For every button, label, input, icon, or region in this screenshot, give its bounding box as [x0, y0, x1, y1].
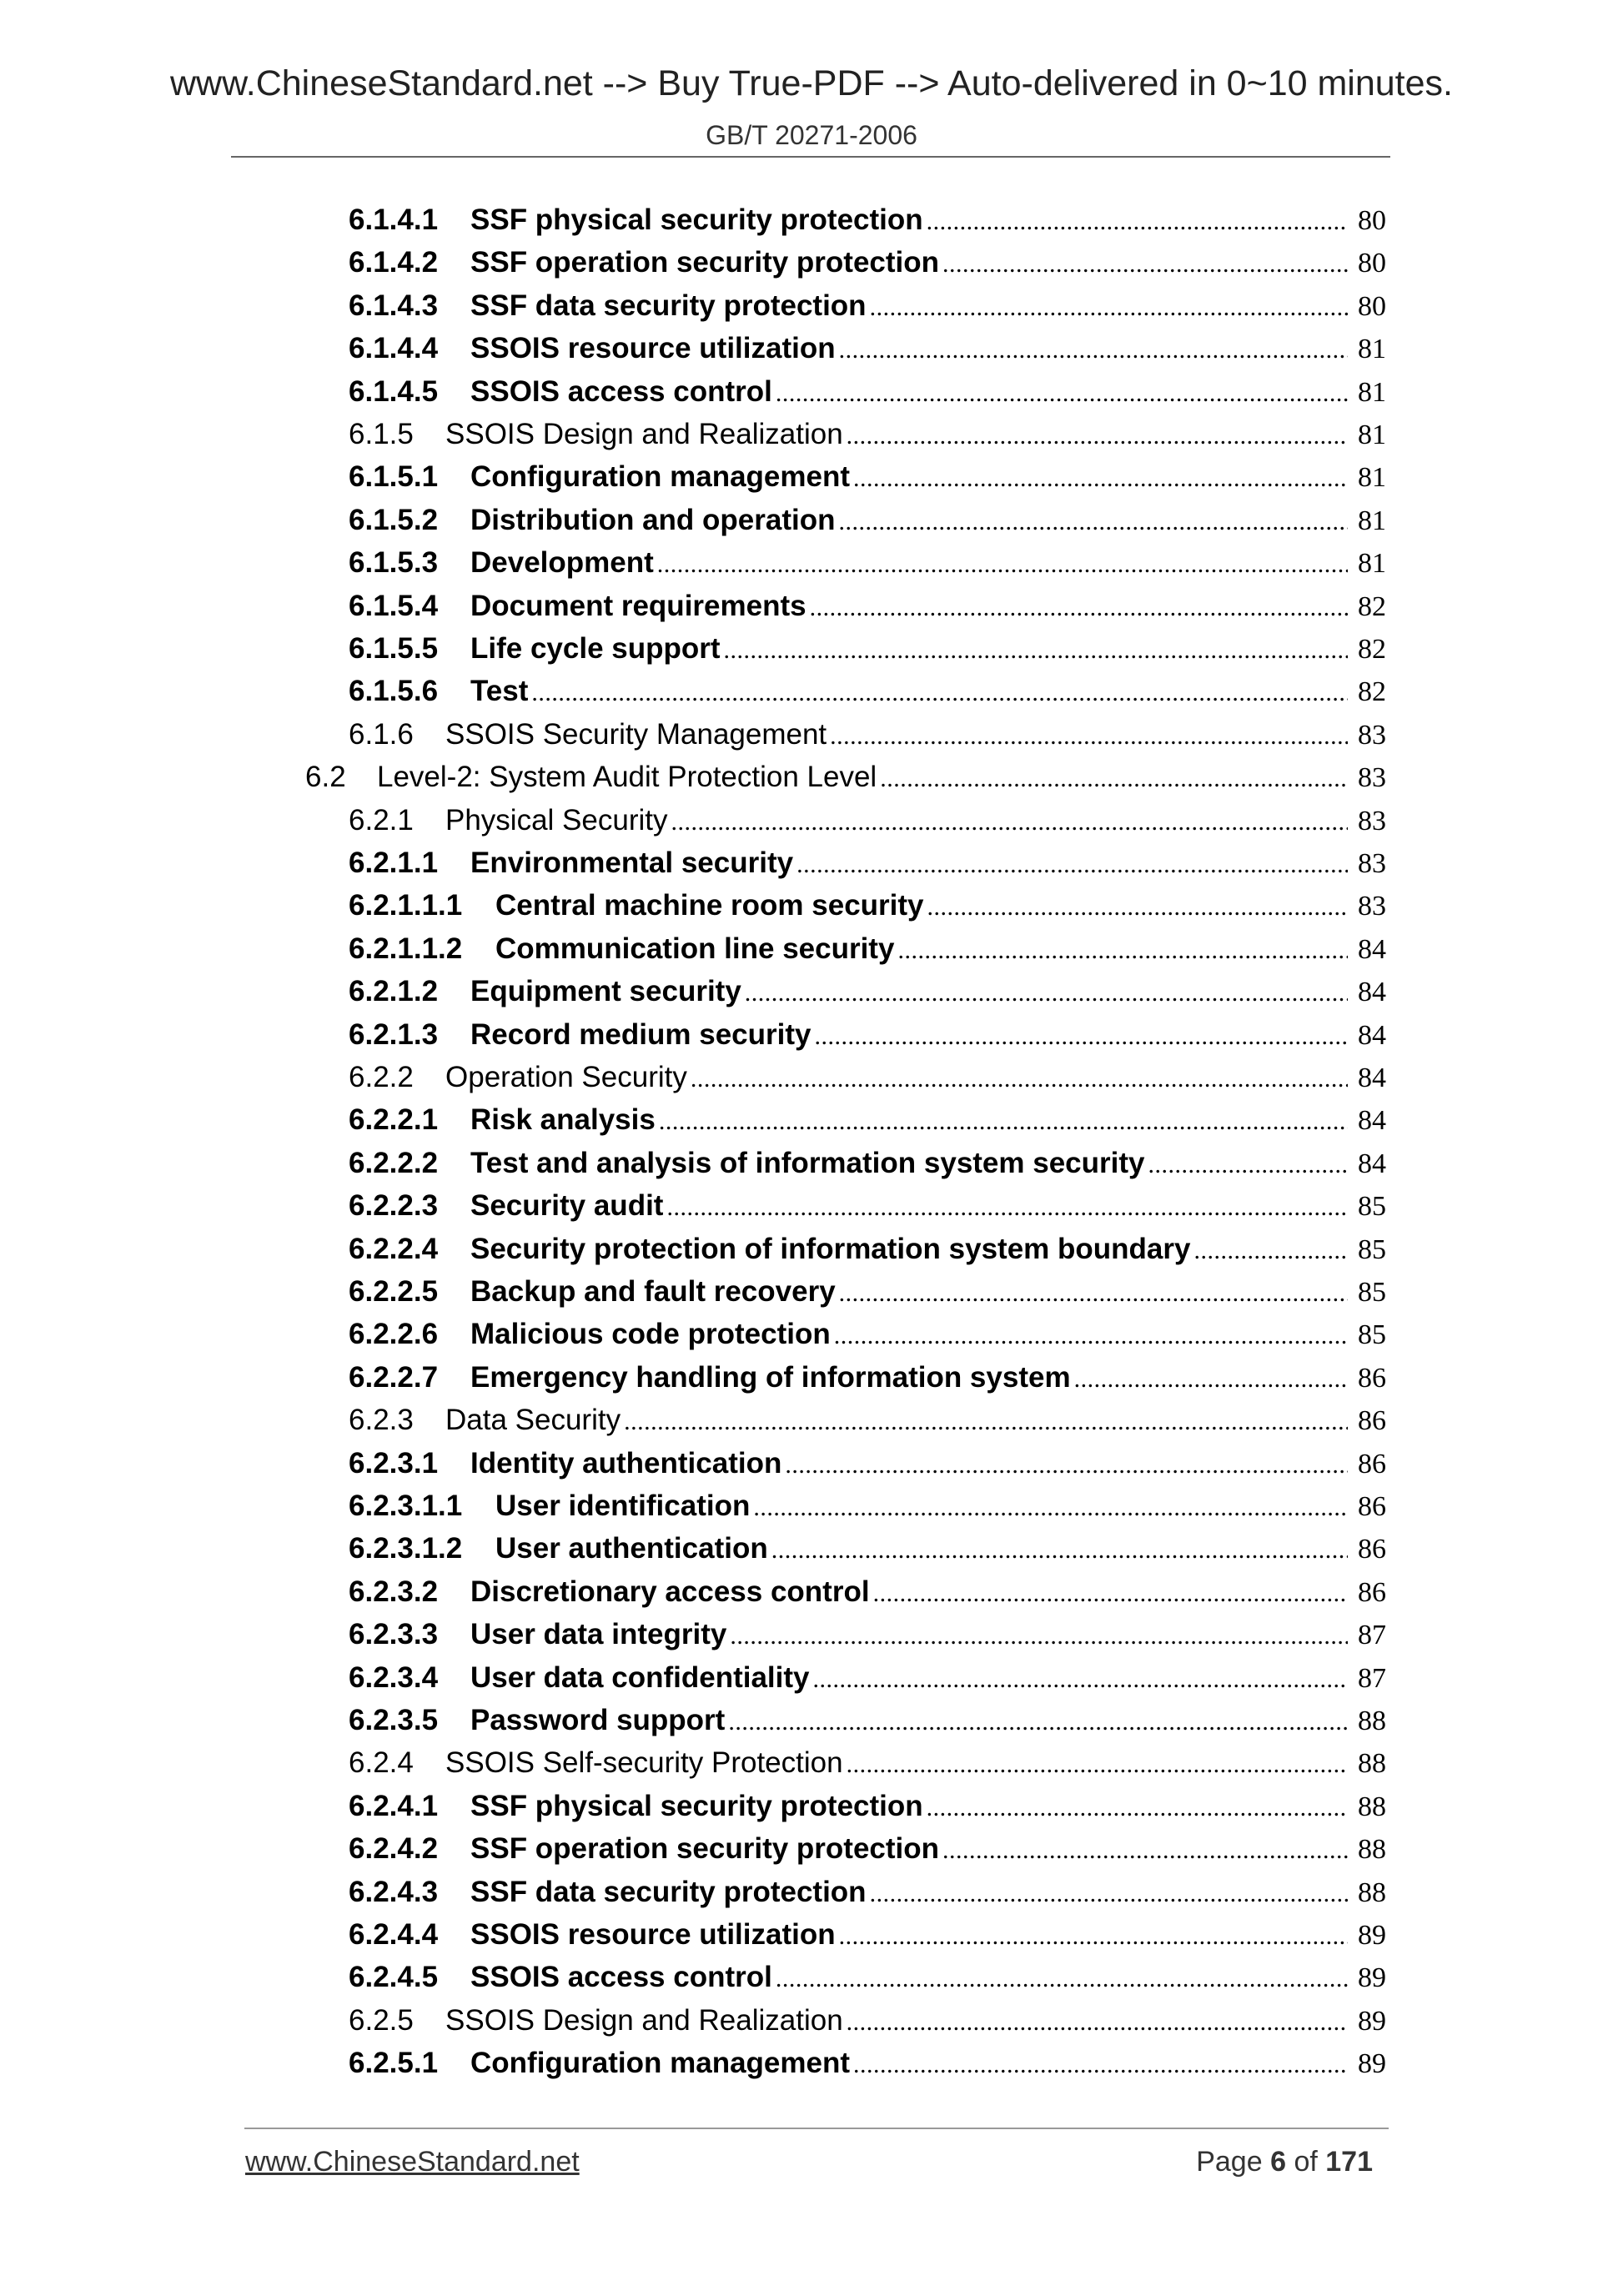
toc-entry-title: Communication line security	[495, 932, 895, 965]
toc-entry-page: 85	[1358, 1191, 1386, 1222]
toc-entry[interactable]	[349, 1485, 1386, 1527]
toc-dot-leader	[870, 1872, 1348, 1915]
toc-entry[interactable]	[349, 284, 1386, 327]
toc-entry-page: 82	[1358, 591, 1386, 622]
toc-entry-page: 83	[1358, 891, 1386, 922]
total-pages-number: 171	[1325, 2146, 1373, 2178]
toc-entry[interactable]	[349, 842, 1386, 884]
toc-dot-leader	[691, 1058, 1348, 1100]
toc-entry[interactable]	[349, 1056, 1386, 1098]
toc-entry-title: User data integrity	[470, 1618, 727, 1650]
toc-entry-number: 6.1.5.5	[349, 632, 439, 665]
toc-entry-number: 6.1.5	[349, 418, 414, 450]
toc-dot-leader	[897, 929, 1348, 972]
toc-entry[interactable]	[349, 1699, 1386, 1741]
toc-entry[interactable]	[349, 585, 1386, 627]
toc-entry-page: 88	[1358, 1834, 1386, 1865]
toc-entry-title: Level-2: System Audit Protection Level	[377, 761, 877, 793]
toc-entry-number: 6.2.1.1.2	[349, 932, 463, 965]
toc-dot-leader	[657, 543, 1348, 585]
toc-dot-leader	[847, 1743, 1348, 1786]
toc-entry-title: SSOIS Security Management	[445, 718, 827, 751]
toc-entry-number: 6.2.2.6	[349, 1318, 439, 1350]
toc-entry-title: SSF physical security protection	[470, 1790, 923, 1822]
toc-entry-title: SSOIS Design and Realization	[445, 418, 843, 450]
toc-entry-page: 81	[1358, 334, 1386, 364]
toc-entry-title: Security protection of information system boundary	[470, 1233, 1191, 1265]
current-page-number: 6	[1270, 2146, 1286, 2178]
toc-dot-leader	[927, 1786, 1348, 1829]
toc-entry-number: 6.1.5.3	[349, 546, 439, 579]
toc-entry-title: SSOIS Design and Realization	[445, 2004, 843, 2037]
toc-entry-page: 86	[1358, 1491, 1386, 1522]
toc-entry-number: 6.2.4.3	[349, 1876, 439, 1908]
toc-entry[interactable]	[349, 1142, 1386, 1184]
toc-entry-page: 86	[1358, 1449, 1386, 1480]
header-divider	[231, 156, 1390, 158]
toc-entry-page: 82	[1358, 676, 1386, 707]
toc-dot-leader	[624, 1400, 1348, 1443]
toc-entry[interactable]	[349, 1613, 1386, 1655]
toc-entry-page: 88	[1358, 1706, 1386, 1736]
toc-entry-page: 89	[1358, 1962, 1386, 1993]
toc-entry-number: 6.2.3.1	[349, 1447, 439, 1480]
toc-entry-number: 6.2.2.1	[349, 1103, 439, 1136]
toc-entry[interactable]	[349, 627, 1386, 670]
toc-entry-number: 6.1.4.4	[349, 332, 439, 364]
toc-entry[interactable]	[349, 1913, 1386, 1956]
toc-entry-page: 83	[1358, 720, 1386, 751]
toc-entry[interactable]	[349, 1656, 1386, 1699]
toc-entry[interactable]	[349, 1228, 1386, 1270]
toc-entry-number: 6.1.5.6	[349, 675, 439, 707]
toc-dot-leader	[847, 2001, 1348, 2043]
toc-entry-page: 84	[1358, 934, 1386, 965]
toc-entry-number: 6.2.3	[349, 1404, 414, 1436]
toc-entry-page: 89	[1358, 2006, 1386, 2037]
toc-entry-page: 86	[1358, 1534, 1386, 1565]
toc-dot-leader	[839, 1272, 1348, 1314]
toc-entry[interactable]	[349, 1827, 1386, 1870]
toc-entry-page: 88	[1358, 1748, 1386, 1779]
toc-entry-number: 6.2.2.2	[349, 1147, 439, 1179]
toc-entry[interactable]	[349, 1313, 1386, 1355]
toc-entry-page: 80	[1358, 205, 1386, 236]
page-of-label: of	[1294, 2146, 1318, 2178]
toc-entry[interactable]	[349, 670, 1386, 712]
toc-entry-number: 6.2.5.1	[349, 2047, 439, 2079]
toc-dot-leader	[830, 715, 1348, 757]
toc-entry[interactable]	[349, 1013, 1386, 1056]
toc-entry-number: 6.1.5.2	[349, 504, 439, 536]
toc-entry-number: 6.2.4.2	[349, 1832, 439, 1865]
toc-entry-title: Configuration management	[470, 460, 851, 493]
toc-entry-title: SSF physical security protection	[470, 203, 923, 236]
toc-entry-title: SSOIS Self-security Protection	[445, 1746, 843, 1779]
toc-entry-title: SSOIS resource utilization	[470, 1918, 836, 1951]
toc-entry-page: 83	[1358, 806, 1386, 837]
toc-entry-title: Test and analysis of information system security	[470, 1147, 1145, 1179]
toc-entry-title: Data Security	[445, 1404, 621, 1436]
toc-entry-number: 6.2.3.5	[349, 1704, 439, 1736]
toc-dot-leader	[666, 1186, 1348, 1228]
toc-entry-number: 6.2.3.3	[349, 1618, 439, 1650]
toc-entry-title: Distribution and operation	[470, 504, 836, 536]
page-indicator	[1196, 2146, 1373, 2178]
toc-dot-leader	[814, 1015, 1348, 1058]
standard-number: GB/T 20271-2006	[706, 120, 917, 150]
toc-dot-leader	[853, 2043, 1348, 2086]
toc-entry-number: 6.2.1.1.1	[349, 889, 463, 922]
toc-entry[interactable]	[349, 499, 1386, 541]
toc-entry-title: Test	[470, 675, 529, 707]
toc-entry-number: 6.2.1.3	[349, 1018, 439, 1051]
toc-dot-leader	[745, 972, 1348, 1014]
toc-entry-number: 6.2.2.7	[349, 1361, 439, 1394]
toc-entry-page: 87	[1358, 1663, 1386, 1694]
toc-dot-leader	[873, 1572, 1348, 1615]
toc-entry-title: Life cycle support	[470, 632, 721, 665]
toc-entry-title: Malicious code protection	[470, 1318, 831, 1350]
toc-dot-leader	[847, 414, 1348, 457]
toc-entry-page: 85	[1358, 1234, 1386, 1265]
toc-entry-page: 81	[1358, 462, 1386, 493]
toc-entry-page: 89	[1358, 1920, 1386, 1951]
toc-dot-leader	[942, 243, 1348, 285]
toc-entry-number: 6.2.4.1	[349, 1790, 439, 1822]
toc-entry-title: Physical Security	[445, 804, 668, 837]
toc-entry[interactable]	[349, 1442, 1386, 1485]
toc-entry-number: 6.2.3.4	[349, 1661, 439, 1694]
toc-entry-title: Security audit	[470, 1189, 664, 1222]
toc-entry[interactable]	[349, 2042, 1386, 2084]
toc-entry[interactable]	[349, 198, 1386, 241]
toc-entry[interactable]	[349, 1570, 1386, 1613]
toc-dot-leader	[796, 843, 1348, 886]
toc-entry[interactable]	[349, 1098, 1386, 1141]
toc-entry[interactable]	[349, 1399, 1386, 1441]
toc-dot-leader	[839, 1915, 1348, 1957]
toc-entry[interactable]	[349, 713, 1386, 756]
toc-dot-leader	[870, 286, 1348, 329]
toc-entry-title: Risk analysis	[470, 1103, 656, 1136]
toc-entry-title: SSOIS resource utilization	[470, 332, 836, 364]
toc-entry[interactable]	[349, 241, 1386, 284]
toc-entry-title: User identification	[495, 1490, 751, 1522]
toc-dot-leader	[927, 200, 1348, 243]
toc-entry-page: 84	[1358, 1105, 1386, 1136]
toc-entry[interactable]	[349, 884, 1386, 927]
toc-entry-title: Equipment security	[470, 975, 741, 1007]
toc-dot-leader	[771, 1529, 1348, 1571]
toc-entry-page: 80	[1358, 291, 1386, 322]
toc-entry-number: 6.2.1.1	[349, 847, 439, 879]
toc-entry-number: 6.2.4	[349, 1746, 414, 1779]
toc-dot-leader	[1193, 1229, 1348, 1272]
toc-entry-number: 6.1.6	[349, 718, 414, 751]
toc-entry-page: 81	[1358, 505, 1386, 536]
toc-entry-number: 6.2.3.1.1	[349, 1490, 463, 1522]
toc-entry-title: SSOIS access control	[470, 375, 772, 408]
toc-dot-leader	[753, 1486, 1348, 1529]
footer-divider	[244, 2128, 1389, 2129]
toc-entry-page: 83	[1358, 762, 1386, 793]
footer-website-link[interactable]: www.ChineseStandard.net	[245, 2146, 580, 2178]
toc-entry[interactable]	[349, 1871, 1386, 1913]
toc-entry-number: 6.1.4.3	[349, 289, 439, 322]
toc-entry-number: 6.2.2.5	[349, 1275, 439, 1308]
toc-dot-leader	[776, 372, 1348, 414]
toc-entry-number: 6.1.5.4	[349, 590, 439, 622]
toc-dot-leader	[671, 801, 1348, 843]
toc-entry-number: 6.2.2.4	[349, 1233, 439, 1265]
toc-dot-leader	[927, 886, 1349, 928]
toc-entry[interactable]	[349, 1270, 1386, 1313]
toc-dot-leader	[785, 1444, 1348, 1486]
toc-entry-page: 84	[1358, 1148, 1386, 1179]
toc-entry-page: 82	[1358, 634, 1386, 665]
toc-entry-page: 87	[1358, 1620, 1386, 1650]
toc-dot-leader	[834, 1314, 1348, 1357]
toc-entry-title: User data confidentiality	[470, 1661, 810, 1694]
toc-entry-page: 84	[1358, 1063, 1386, 1093]
toc-entry-number: 6.2.4.5	[349, 1961, 439, 1993]
toc-entry-number: 6.2.4.4	[349, 1918, 439, 1951]
toc-entry-number: 6.1.5.1	[349, 460, 439, 493]
toc-entry[interactable]	[349, 1184, 1386, 1227]
toc-entry-page: 81	[1358, 377, 1386, 408]
toc-entry-title: SSF data security protection	[470, 1876, 867, 1908]
toc-dot-leader	[1148, 1143, 1349, 1186]
toc-entry-number: 6.2.2.3	[349, 1189, 439, 1222]
toc-entry-title: SSF operation security protection	[470, 246, 940, 279]
toc-entry[interactable]	[349, 1956, 1386, 1998]
toc-entry-title: Record medium security	[470, 1018, 812, 1051]
toc-entry[interactable]	[349, 927, 1386, 970]
toc-dot-leader	[730, 1615, 1348, 1657]
toc-entry-number: 6.1.4.2	[349, 246, 439, 279]
toc-dot-leader	[812, 1658, 1348, 1701]
toc-entry-page: 89	[1358, 2048, 1386, 2079]
toc-dot-leader	[776, 1957, 1348, 2000]
toc-dot-leader	[728, 1701, 1348, 1743]
toc-entry[interactable]	[349, 327, 1386, 369]
toc-dot-leader	[839, 329, 1348, 371]
toc-dot-leader	[531, 671, 1348, 714]
toc-entry-number: 6.2.3.2	[349, 1575, 439, 1608]
toc-entry-title: Operation Security	[445, 1061, 687, 1093]
toc-entry-title: Emergency handling of information system	[470, 1361, 1071, 1394]
toc-entry-title: Discretionary access control	[470, 1575, 870, 1608]
toc-entry-page: 86	[1358, 1405, 1386, 1436]
toc-entry[interactable]	[349, 799, 1386, 842]
toc-dot-leader	[724, 629, 1348, 671]
toc-entry-title: User authentication	[495, 1532, 768, 1565]
toc-entry-title: Central machine room security	[495, 889, 924, 922]
toc-entry[interactable]	[349, 541, 1386, 584]
toc-entry[interactable]	[349, 970, 1386, 1012]
toc-entry-title: Development	[470, 546, 654, 579]
toc-entry-number: 6.1.4.5	[349, 375, 439, 408]
toc-entry-title: Password support	[470, 1704, 726, 1736]
toc-dot-leader	[838, 500, 1348, 543]
toc-entry-number: 6.2.1	[349, 804, 414, 837]
toc-entry-number: 6.2.5	[349, 2004, 414, 2037]
toc-entry-title: Configuration management	[470, 2047, 851, 2079]
toc-entry-page: 81	[1358, 548, 1386, 579]
toc-dot-leader	[659, 1100, 1348, 1143]
toc-entry-page: 85	[1358, 1277, 1386, 1308]
toc-entry-page: 86	[1358, 1363, 1386, 1394]
toc-entry[interactable]	[305, 756, 1386, 798]
toc-entry-page: 88	[1358, 1791, 1386, 1822]
toc-dot-leader	[880, 757, 1348, 800]
toc-entry[interactable]	[349, 370, 1386, 413]
toc-entry-number: 6.1.4.1	[349, 203, 439, 236]
toc-entry-number: 6.2	[305, 761, 346, 793]
toc-dot-leader	[810, 586, 1348, 629]
toc-dot-leader	[1074, 1358, 1348, 1400]
toc-entry[interactable]	[349, 413, 1386, 455]
toc-entry-title: Backup and fault recovery	[470, 1275, 836, 1308]
toc-dot-leader	[853, 457, 1348, 500]
toc-entry-page: 80	[1358, 248, 1386, 279]
toc-entry-page: 83	[1358, 848, 1386, 879]
toc-entry-number: 6.2.2	[349, 1061, 414, 1093]
toc-entry-title: Document requirements	[470, 590, 806, 622]
toc-entry[interactable]	[349, 1741, 1386, 1784]
toc-entry-title: SSF operation security protection	[470, 1832, 940, 1865]
toc-entry-number: 6.2.3.1.2	[349, 1532, 463, 1565]
toc-entry[interactable]	[349, 455, 1386, 498]
toc-entry-title: Identity authentication	[470, 1447, 782, 1480]
header-banner: www.ChineseStandard.net --> Buy True-PDF --> Auto-delivered in 0~10 minutes.	[169, 63, 1453, 103]
toc-entry[interactable]	[349, 1527, 1386, 1570]
toc-entry-number: 6.2.1.2	[349, 975, 439, 1007]
toc-entry[interactable]	[349, 1356, 1386, 1399]
toc-entry-page: 81	[1358, 420, 1386, 450]
toc-entry-page: 84	[1358, 1020, 1386, 1051]
page-label: Page	[1196, 2146, 1263, 2178]
toc-entry[interactable]	[349, 1785, 1386, 1827]
toc-entry-page: 84	[1358, 977, 1386, 1007]
toc-entry[interactable]	[349, 1999, 1386, 2042]
toc-entry-page: 86	[1358, 1577, 1386, 1608]
toc-dot-leader	[942, 1829, 1348, 1871]
toc-entry-title: Environmental security	[470, 847, 794, 879]
toc-entry-page: 85	[1358, 1319, 1386, 1350]
toc-entry-page: 88	[1358, 1877, 1386, 1908]
toc-entry-title: SSF data security protection	[470, 289, 867, 322]
toc-entry-title: SSOIS access control	[470, 1961, 772, 1993]
